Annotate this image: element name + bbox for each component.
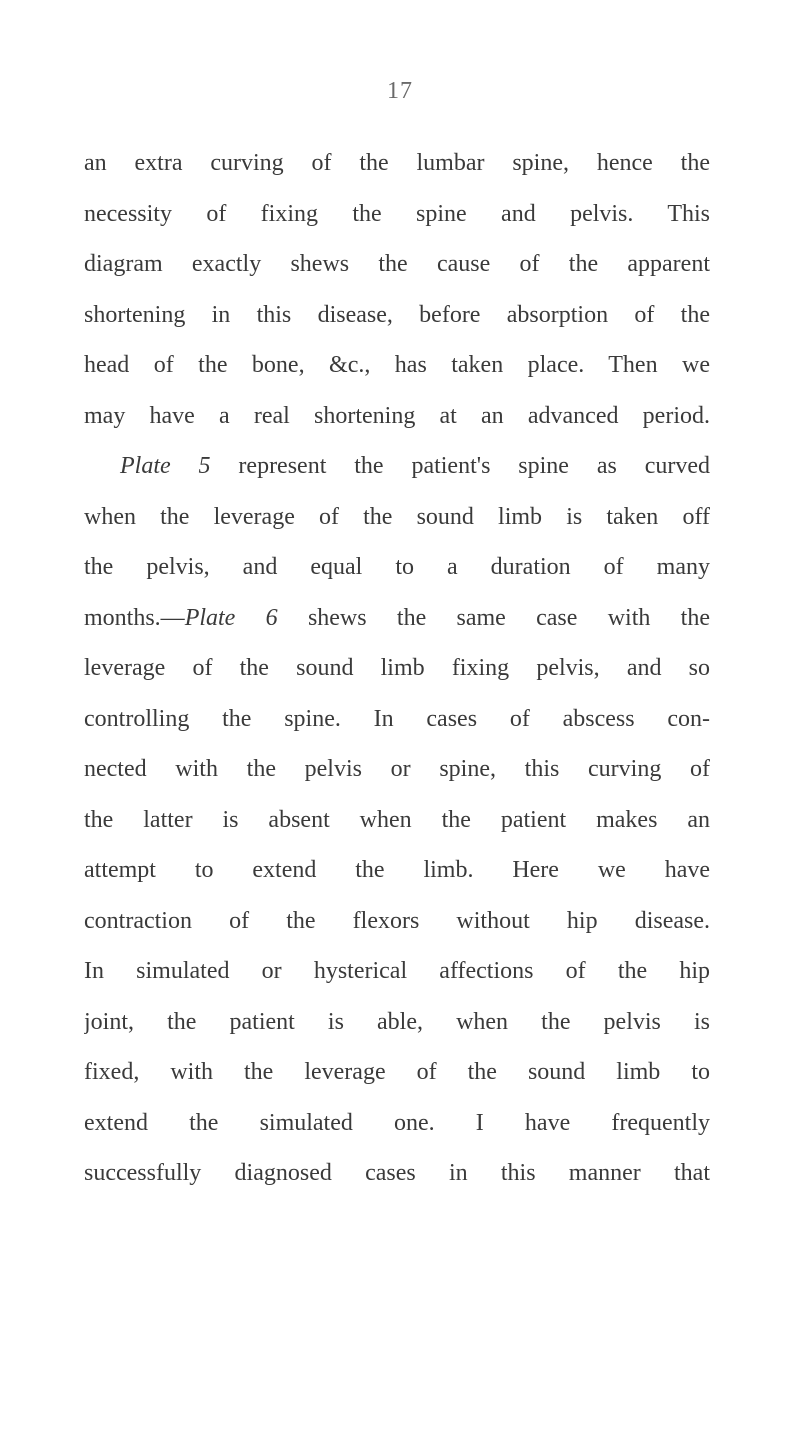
text-line: necessity of fixing the spine and pelvis. This [84,200,710,227]
text-segment: shews the same case with the [307,604,710,631]
text-line [84,441,710,492]
text-segment: represent the patient's spine as curved [238,453,710,479]
text-line: successfully diagnosed cases in this manner that [84,1160,710,1186]
text-line: leverage of the sound limb fixing pelvis, and so [84,655,710,681]
body-text [84,138,710,1199]
text-segment: months.— [84,604,185,631]
text-line: head of the bone, &c., has taken place. Then we [84,352,710,378]
text-line: joint, the patient is able, when the pelvis is [84,1008,710,1035]
text-line: when the leverage of the sound limb is taken off [84,503,710,530]
plate-6-reference: Plate 6 [184,604,278,631]
text-line: an extra curving of the lumbar spine, hence the [84,150,710,176]
text-line: the latter is absent when the patient makes an [84,806,710,833]
text-line: In simulated or hysterical affections of the hip [84,958,710,984]
text-line: may have a real shortening at an advanced period. [84,402,710,429]
plate-5-reference: Plate 5 [120,453,211,479]
page-number: 17 [387,78,413,104]
text-line: nected with the pelvis or spine, this curving of [84,756,710,782]
text-line: contraction of the flexors without hip disease. [84,907,710,934]
text-line [84,593,710,644]
text-line: shortening in this disease, before absorption of the [84,301,710,328]
text-line: diagram exactly shews the cause of the apparent [84,251,710,277]
text-line: fixed, with the leverage of the sound limb to [84,1059,710,1085]
text-line: attempt to extend the limb. Here we have [84,857,710,883]
text-line: controlling the spine. In cases of abscess con- [84,705,710,732]
text-line: extend the simulated one. I have frequently [84,1109,710,1136]
text-line: the pelvis, and equal to a duration of many [84,554,710,580]
